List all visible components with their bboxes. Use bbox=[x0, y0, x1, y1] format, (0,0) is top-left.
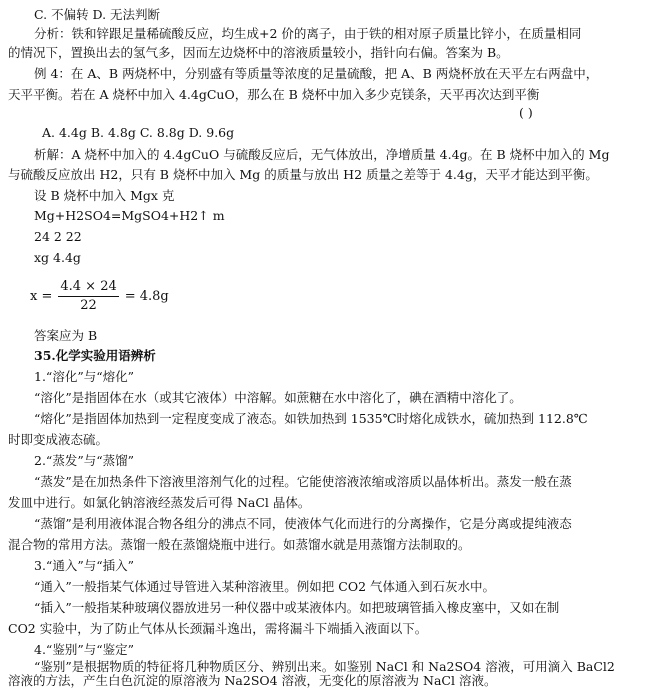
text-line: “通入”一般指某气体通过导管进入某种溶液里。例如把 CO2 气体通入到石灰水中。 bbox=[34, 579, 495, 594]
text-line: 答案应为 B bbox=[34, 328, 98, 343]
text-line: 溶液的方法，产生白色沉淀的原溶液为 Na2SO4 溶液，无变化的原溶液为 NaCl 溶液。 bbox=[8, 673, 497, 688]
text-line: 析解：A 烧杯中加入的 4.4gCuO 与硫酸反应后，无气体放出，净增质量 4.4g。在 B 烧杯中加入的 Mg bbox=[34, 147, 610, 162]
equation-line: 24 2 22 bbox=[34, 229, 82, 244]
formula-numerator: 4.4 × 24 bbox=[58, 279, 118, 297]
formula-rhs: = 4.8g bbox=[124, 288, 169, 304]
text-line: “溶化”是指固体在水（或其它液体）中溶解。如蔗糖在水中溶化了，碘在酒精中溶化了。 bbox=[34, 390, 522, 405]
subsection-heading: 4.“鉴别”与“鉴定” bbox=[34, 642, 134, 657]
text-line: 时即变成液态硫。 bbox=[8, 432, 109, 447]
subsection-heading: 1.“溶化”与“熔化” bbox=[34, 369, 134, 384]
text-line: “蒸发”是在加热条件下溶液里溶剂气化的过程。它能使溶液浓缩或溶质以晶体析出。蒸发一般在蒸 bbox=[34, 474, 572, 489]
text-line: CO2 实验中，为了防止气体从长颈漏斗逸出，需将漏斗下端插入液面以下。 bbox=[8, 621, 428, 636]
subsection-heading: 2.“蒸发”与“蒸馏” bbox=[34, 453, 134, 468]
text-line: 天平平衡。若在 A 烧杯中加入 4.4gCuO，那么在 B 烧杯中加入多少克镁条，天平再次达到平衡 bbox=[8, 87, 540, 102]
text-line: 发皿中进行。如氯化钠溶液经蒸发后可得 NaCl 晶体。 bbox=[8, 495, 311, 510]
text-line: “鉴别”是根据物质的特征将几种物质区分、辨别出来。如鉴别 NaCl 和 Na2SO4 溶液，可用滴入 BaCl2 bbox=[34, 659, 615, 674]
text-line: 例 4：在 A、B 两烧杯中，分别盛有等质量等浓度的足量硫酸，把 A、B 两烧杯放在天平左右两盘中， bbox=[34, 66, 599, 81]
text-line: “蒸馏”是利用液体混合物各组分的沸点不同，使液体气化而进行的分离操作，它是分离或提纯液态 bbox=[34, 516, 572, 531]
answer-bracket: ( ) bbox=[519, 105, 533, 120]
section-heading: 35.化学实验用语辨析 bbox=[34, 348, 156, 363]
text-line: 混合物的常用方法。蒸馏一般在蒸馏烧瓶中进行。如蒸馏水就是用蒸馏方法制取的。 bbox=[8, 537, 471, 552]
text-line: “插入”一般指某种玻璃仪器放进另一种仪器中或某液体内。如把玻璃管插入橡皮塞中，又如在制 bbox=[34, 600, 560, 615]
formula-fraction bbox=[58, 279, 118, 314]
calculation-formula bbox=[30, 276, 169, 316]
text-line: “熔化”是指固体加热到一定程度变成了液态。如铁加热到 1535℃时熔化成铁水，硫加热到 112.8℃ bbox=[34, 411, 588, 426]
equation-line: Mg+H2SO4=MgSO4+H2↑ m bbox=[34, 208, 225, 223]
subsection-heading: 3.“通入”与“插入” bbox=[34, 558, 134, 573]
formula-denominator: 22 bbox=[80, 297, 97, 313]
text-line: 分析：铁和锌跟足量稀硫酸反应，均生成+2 价的离子，由于铁的相对原子质量比锌小，在质量相同 bbox=[34, 26, 582, 41]
text-line: 设 B 烧杯中加入 Mgx 克 bbox=[34, 188, 175, 203]
text-line: 与硫酸反应放出 H2，只有 B 烧杯中加入 Mg 的质量与放出 H2 质量之差等于 4.4g，天平才能达到平衡。 bbox=[8, 167, 598, 182]
formula-lhs: x = bbox=[30, 288, 53, 304]
text-line: 的情况下，置换出去的氢气多，因而左边烧杯中的溶液质量较小，指针向右偏。答案为 B。 bbox=[8, 45, 509, 60]
equation-line: xg 4.4g bbox=[34, 250, 81, 265]
text-line: C. 不偏转 D. 无法判断 bbox=[34, 7, 161, 22]
answer-options: A. 4.4g B. 4.8g C. 8.8g D. 9.6g bbox=[42, 125, 235, 140]
